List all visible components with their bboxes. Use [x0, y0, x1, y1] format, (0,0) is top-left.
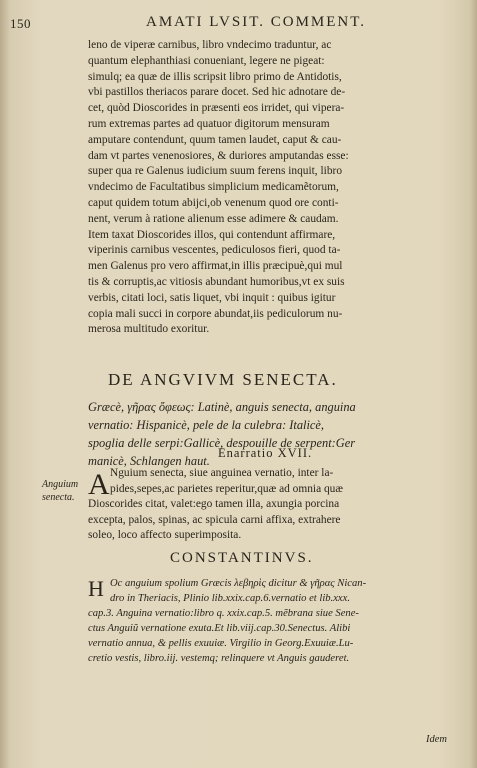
names-line: Græcè, γῆρας ὄφεως: Latinè, anguis senecta, anguina [88, 400, 356, 414]
page-header [10, 12, 468, 36]
body-line: rum extremas partes ad quatuor digitorum mensuram [88, 117, 330, 130]
enarratio-heading: Enarratio XVII. [218, 446, 313, 460]
body-line: verbis, citati loci, satis liquet, vbi inquit : quibus igitur [88, 291, 336, 304]
body-line: simulq; ea quæ de illis scripsit libro primo de Antidotis, [88, 70, 342, 83]
body-line: viperinis carnibus vescentes, pediculosos fieri, quod ta- [88, 244, 341, 257]
commentator-heading: CONSTANTINVS. [170, 550, 314, 566]
running-title: AMATI LVSIT. COMMENT. [146, 14, 367, 30]
commentary-line: vernatio annua, & pellis exuuiæ. Virgilio in Georg.Exuuiæ.Lu- [88, 638, 354, 649]
commentary-line: ctus Anguiũ vernatione exuta.Et lib.viij.cap.30.Senectus. Alibi [88, 623, 351, 634]
enarratio-line: Dioscorides citat, valet:ego tamen illa, axungia porcina [88, 498, 340, 510]
commentary-line: dro in Theriacis, Plinio lib.xxix.cap.6.vernatio et lib.xxx. [110, 593, 350, 604]
names-line: vernatio: Hispanicè, pele de la culebra: Italicè, [88, 418, 325, 432]
enarratio-line: pides,sepes,ac parietes reperitur,quæ ad omnia quæ [110, 482, 343, 495]
body-text [88, 38, 448, 338]
names-line: manicè, Schlangen haut. [88, 454, 210, 468]
body-line: super qua re Galenus iudicium suum ferens inquit, libro [88, 165, 343, 178]
page-number: 150 [10, 16, 31, 31]
commentary-text [88, 576, 450, 666]
body-line: dam vt partes venenosiores, & duriores amputandas esse: [88, 149, 349, 162]
body-line: nent, verum à ratione alienum esse adimere & caudam. [88, 212, 339, 225]
enarratio-text [88, 466, 450, 544]
body-line: vbi pastillos theriacos parare docet. Sed hic adnotare de- [88, 86, 346, 99]
body-line: vndecimo de Facultatibus simplicium medicamẽtorum, [88, 181, 339, 194]
body-line: leno de viperæ carnibus, libro vndecimo traduntur, ac [88, 39, 332, 51]
enarratio-line: excepta, palos, spinas, ac spicula carni affixa, extrahere [88, 513, 341, 526]
margin-note: Anguium senecta. [42, 479, 79, 503]
body-line: cet, quòd Dioscorides in præsenti eos irridet, qui vipera- [88, 102, 345, 115]
body-line: Item taxat Dioscorides illos, qui contendunt affirmare, [88, 228, 336, 241]
drop-cap: A [88, 468, 110, 501]
section-heading: DE ANGVIVM SENECTA. [108, 370, 338, 389]
body-line: merosa multitudo exoritur. [88, 323, 210, 336]
commentary-line: Oc anguium spolium Græcis λεβηρὶς dicitur & γῆρας Nican- [110, 578, 367, 589]
catchword: Idem [426, 734, 447, 745]
enarratio-line: soleo, loco affecto superimposita. [88, 529, 242, 541]
drop-cap: H [88, 576, 104, 601]
enarratio-line: Nguium senecta, siue anguinea vernatio, inter la- [110, 467, 334, 479]
body-line: amputare contendunt, quum tamen laudet, caput & cau- [88, 133, 342, 146]
body-line: copia mali succi in corpore abundat,iis pediculorum nu- [88, 307, 343, 320]
commentary-line: cretio vestis, libro.iij. vestemq; relinquere vt Anguis gauderet. [88, 653, 350, 664]
body-line: men Galenus pro vero affirmat,in illis præcipuè,qui mul [88, 260, 343, 273]
names-line: spoglia delle serpi:Gallicè, despouille de serpent:Ger [88, 436, 356, 450]
body-line: tis & corruptis,ac vitiosis abundant humoribus,vt ex suis [88, 275, 345, 288]
body-line: caput quidem totum abijci,ob venenum quod ore conti- [88, 196, 339, 209]
commentary-line: cap.3. Anguina vernatio:libro q. xxix.cap.5. mẽbrana siue Sene- [88, 608, 359, 619]
body-line: quantum elephanthiasi conueniant, legere ne pigeat: [88, 54, 325, 67]
